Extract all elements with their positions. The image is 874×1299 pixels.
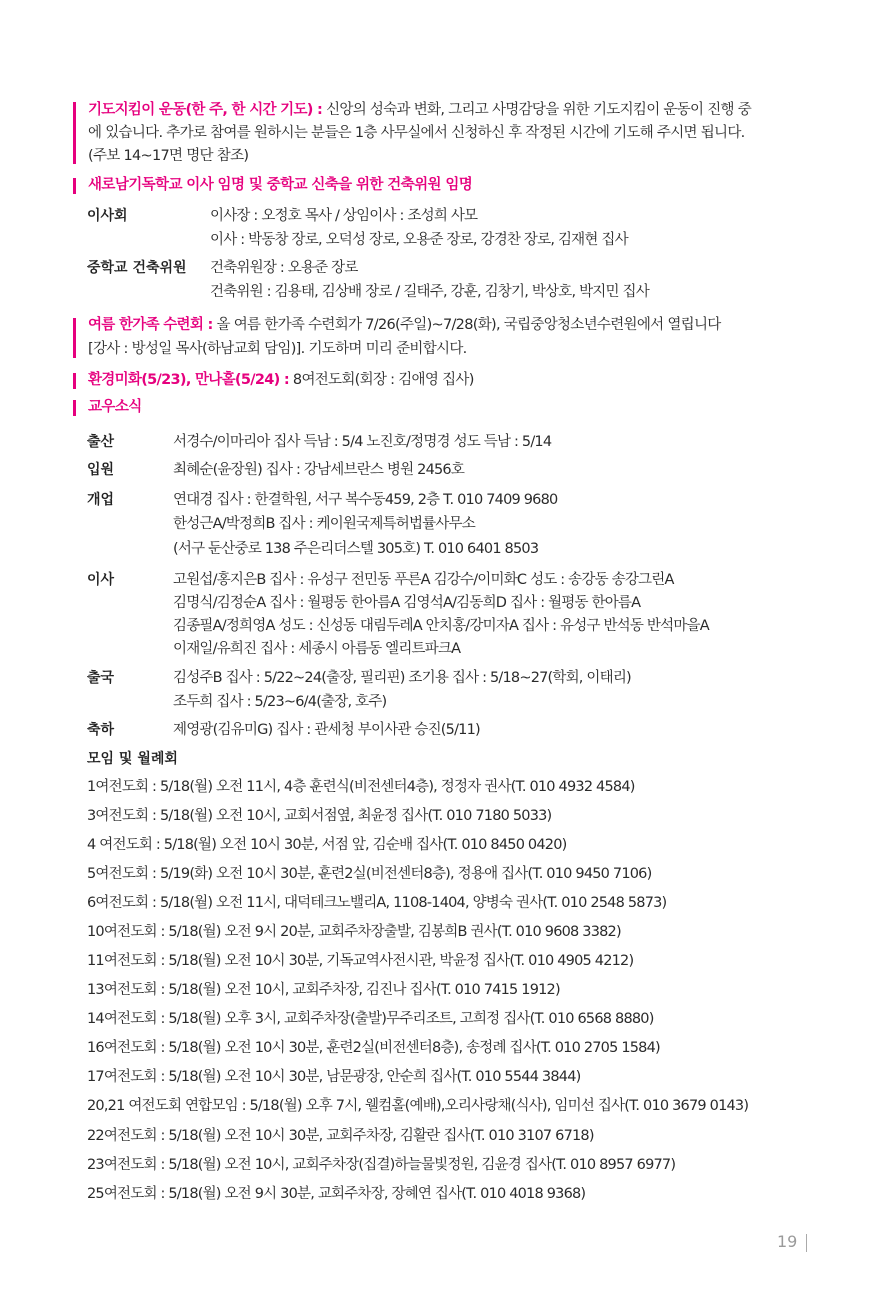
page-number-divider — [806, 1234, 807, 1252]
departure-line: 조두희 집사 : 5/23~6/4(출장, 호주) — [173, 694, 387, 710]
departure-label: 출국 — [87, 670, 115, 686]
congrats-label: 축하 — [87, 722, 115, 738]
meeting-item: 11여전도회 : 5/18(월) 오전 10시 30분, 기독교역사전시관, 박윤정 집사(T. 010 4905 4212) — [87, 953, 634, 969]
meetings-title: 모임 및 월례회 — [87, 751, 178, 767]
page-number: 19 — [777, 1232, 798, 1251]
section-marker — [73, 318, 76, 358]
moving-line: 김종필A/정희영A 성도 : 신성동 대림두레A 안치홍/강미자A 집사 : 유성구 반석동 반석마을A — [173, 618, 709, 634]
news-title: 교우소식 — [88, 399, 142, 415]
meeting-item: 3여전도회 : 5/18(월) 오전 10시, 교회서점옆, 최윤정 집사(T. 010 7180 5033) — [87, 808, 552, 824]
meeting-item: 10여전도회 : 5/18(월) 오전 9시 20분, 교회주차장출발, 김봉희B 권사(T. 010 9608 3382) — [87, 924, 621, 940]
prayer-line-1 — [88, 99, 751, 122]
section-marker — [73, 400, 76, 416]
section-marker — [73, 178, 76, 194]
opening-line: 연대경 집사 : 한결학원, 서구 복수동459, 2층 T. 010 7409 9680 — [173, 492, 558, 508]
environment-line — [88, 369, 474, 392]
meeting-item: 5여전도회 : 5/19(화) 오전 10시 30분, 훈련2실(비전센터8층), 정용애 집사(T. 010 9450 7106) — [87, 866, 652, 882]
environment-text: 8여전도회(회장 : 김애영 집사) — [292, 372, 474, 388]
opening-line: (서구 둔산중로 138 주은리더스텔 305호) T. 010 6401 8503 — [173, 541, 539, 557]
meeting-item: 13여전도회 : 5/18(월) 오전 10시, 교회주차장, 김진나 집사(T. 010 7415 1912) — [87, 982, 560, 998]
moving-line: 이재일/유희진 집사 : 세종시 아름동 엘리트파크A — [173, 641, 461, 657]
board-line-2: 이사 : 박동창 장로, 오덕성 장로, 오용준 장로, 강경찬 장로, 김재현 집사 — [210, 232, 628, 248]
board-label: 이사회 — [87, 208, 128, 224]
birth-label: 출산 — [87, 434, 115, 450]
meeting-item: 16여전도회 : 5/18(월) 오전 10시 30분, 훈련2실(비전센터8층), 송정례 집사(T. 010 2705 1584) — [87, 1040, 660, 1056]
opening-label: 개업 — [87, 492, 115, 508]
prayer-line-3: (주보 14~17면 명단 참조) — [88, 148, 249, 164]
prayer-text-1: 신앙의 성숙과 변화, 그리고 사명감당을 위한 기도지킴이 운동이 진행 중 — [326, 102, 752, 118]
birth-text: 서경수/이마리아 집사 득남 : 5/4 노진호/정명경 성도 득남 : 5/14 — [173, 434, 552, 450]
meeting-item: 6여전도회 : 5/18(월) 오전 11시, 대덕테크노밸리A, 1108-1404, 양병숙 권사(T. 010 2548 5873) — [87, 895, 667, 911]
environment-title: 환경미화(5/23), 만나홀(5/24) : — [88, 372, 289, 388]
section-marker — [73, 102, 76, 164]
hospital-text: 최혜순(윤장원) 집사 : 강남세브란스 병원 2456호 — [173, 462, 465, 478]
retreat-text-1: 올 여름 한가족 수련회가 7/26(주일)~7/28(화), 국립중앙청소년수련원에서 열립니다 — [216, 317, 721, 333]
retreat-line-2: [강사 : 방성일 목사(하남교회 담임)]. 기도하며 미리 준비합시다. — [88, 341, 467, 357]
departure-line: 김성주B 집사 : 5/22~24(출장, 필리핀) 조기용 집사 : 5/18~27(학회, 이태리) — [173, 670, 631, 686]
board-line-1: 이사장 : 오정호 목사 / 상임이사 : 조성희 사모 — [210, 208, 478, 224]
meeting-item: 25여전도회 : 5/18(월) 오전 9시 30분, 교회주차장, 장혜연 집사(T. 010 4018 9368) — [87, 1186, 586, 1202]
prayer-line-2: 에 있습니다. 추가로 참여를 원하시는 분들은 1층 사무실에서 신청하신 후 작정된 시간에 기도해 주시면 됩니다. — [88, 125, 745, 141]
meeting-item: 23여전도회 : 5/18(월) 오전 10시, 교회주차장(집결)하늘물빛정원, 김윤경 집사(T. 010 8957 6977) — [87, 1157, 676, 1173]
moving-label: 이사 — [87, 572, 115, 588]
meeting-item: 4 여전도회 : 5/18(월) 오전 10시 30분, 서점 앞, 김순배 집사(T. 010 8450 0420) — [87, 837, 567, 853]
committee-line-2: 건축위원 : 김용태, 김상배 장로 / 길태주, 강훈, 김창기, 박상호, 박지민 집사 — [210, 284, 649, 300]
retreat-line-1 — [88, 314, 721, 337]
committee-label: 중학교 건축위원 — [87, 260, 187, 276]
meeting-item: 20,21 여전도회 연합모임 : 5/18(월) 오후 7시, 웰컴홀(예배),오리사랑채(식사), 임미선 집사(T. 010 3679 0143) — [87, 1098, 749, 1114]
meeting-item: 14여전도회 : 5/18(월) 오후 3시, 교회주차장(출발)무주리조트, 고희정 집사(T. 010 6568 8880) — [87, 1011, 654, 1027]
moving-line: 김명식/김정순A 집사 : 월평동 한아름A 김영석A/김동희D 집사 : 월평동 한아름A — [173, 595, 641, 611]
retreat-title: 여름 한가족 수련회 : — [88, 317, 213, 333]
meeting-item: 22여전도회 : 5/18(월) 오전 10시 30분, 교회주차장, 김활란 집사(T. 010 3107 6718) — [87, 1128, 594, 1144]
meeting-item: 1여전도회 : 5/18(월) 오전 11시, 4층 훈련식(비전센터4층), 정정자 권사(T. 010 4932 4584) — [87, 779, 635, 795]
committee-line-1: 건축위원장 : 오용준 장로 — [210, 260, 358, 276]
moving-line: 고원섭/홍지은B 집사 : 유성구 전민동 푸른A 김강수/이미화C 성도 : 송강동 송강그린A — [173, 572, 674, 588]
section-marker — [73, 373, 76, 389]
congrats-text: 제영광(김유미G) 집사 : 관세청 부이사관 승진(5/11) — [173, 722, 480, 738]
appointment-title: 새로남기독학교 이사 임명 및 중학교 신축을 위한 건축위원 임명 — [88, 177, 473, 193]
hospital-label: 입원 — [87, 462, 115, 478]
prayer-title: 기도지킴이 운동(한 주, 한 시간 기도) : — [88, 102, 323, 118]
opening-line: 한성근A/박정희B 집사 : 케이원국제특허법률사무소 — [173, 516, 476, 532]
meeting-item: 17여전도회 : 5/18(월) 오전 10시 30분, 남문광장, 안순희 집사(T. 010 5544 3844) — [87, 1069, 581, 1085]
